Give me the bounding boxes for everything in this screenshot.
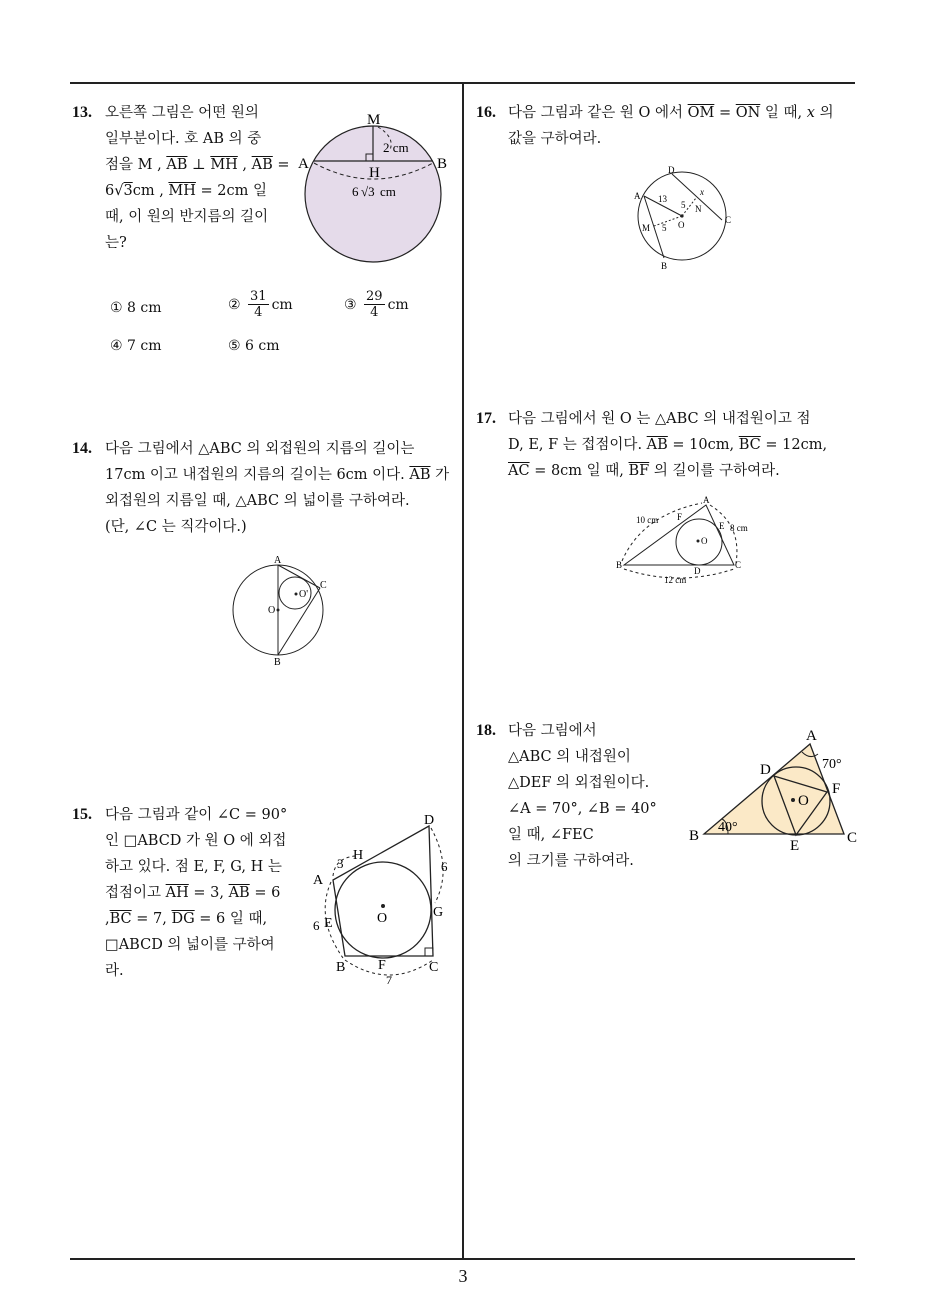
q13-line2: 일부분이다. 호 AB 의 중 xyxy=(105,131,262,147)
q15-label-c: C xyxy=(429,960,439,975)
q13-number: 13. xyxy=(72,104,92,121)
q13-choice-4[interactable]: ④ 7 cm xyxy=(110,338,162,354)
q16-label-c: C xyxy=(725,215,732,225)
q14-center-o xyxy=(277,609,280,612)
q18-label-70: 70° xyxy=(822,757,842,772)
q15-line6: □ABCD 의 넓이를 구하여 xyxy=(105,937,275,953)
q16-label-m: M xyxy=(642,223,651,233)
q18-number: 18. xyxy=(476,722,496,739)
q17-text xyxy=(508,406,858,484)
q15-label-a: A xyxy=(313,873,324,888)
q15-center xyxy=(381,904,385,908)
q17-center xyxy=(697,540,700,543)
q17-line3: $\overline{AC} = 8cm$ 일 때, $\overline{BF}$ 의 길이를 구하여라. xyxy=(508,463,780,479)
q15-quadrilateral xyxy=(333,826,433,956)
q15-right-angle xyxy=(425,948,433,956)
q15-label-e: E xyxy=(324,916,333,931)
q15-line1: 다음 그림과 같이 ∠C = 90° xyxy=(105,807,288,823)
q16-center xyxy=(680,214,683,217)
q15-label-f: F xyxy=(378,958,386,973)
q13-label-b: B xyxy=(437,156,448,172)
q15-line3: 하고 있다. 점 E, F, G, H 는 xyxy=(105,859,282,875)
q13-label-6: 6 xyxy=(352,184,359,199)
q13-line5: 때, 이 원의 반지름의 길이 xyxy=(105,209,269,225)
q17-label-d: D xyxy=(694,566,701,576)
q18-label-a: A xyxy=(806,728,817,744)
q13-label-sqrt3: √3 xyxy=(361,184,375,199)
q13-label-2cm: 2 cm xyxy=(383,140,409,155)
q14-line1: 다음 그림에서 △ABC 의 외접원의 지름의 길이는 xyxy=(105,441,415,457)
q13-label-cm: cm xyxy=(380,184,396,199)
bottom-rule xyxy=(70,1258,855,1260)
q18-label-e: E xyxy=(790,838,800,854)
q16-label-o: O xyxy=(678,220,685,230)
q14-label-a: A xyxy=(274,555,282,566)
q17-label-o: O xyxy=(701,536,708,546)
q18-label-o: O xyxy=(798,793,809,809)
q13-label-h: H xyxy=(369,165,380,181)
q13-text xyxy=(105,100,290,256)
q15-number: 15. xyxy=(72,806,92,823)
q15-incircle xyxy=(335,862,431,958)
q18-label-c: C xyxy=(847,830,858,846)
q14-line3: 외접원의 지름일 때, △ABC 의 넓이를 구하여라. xyxy=(105,493,410,509)
q14-label-o: O xyxy=(268,605,276,616)
q15-label-h: H xyxy=(353,848,364,863)
q16-label-a: A xyxy=(634,191,641,201)
q13-label-a: A xyxy=(298,156,309,172)
q18-label-d: D xyxy=(760,762,771,778)
q17-label-8: 8 cm xyxy=(730,523,748,533)
q14-label-b: B xyxy=(274,657,281,668)
q15-line2: 인 □ABCD 가 원 O 에 외접 xyxy=(105,833,287,849)
q14-number: 14. xyxy=(72,440,92,457)
q18-text xyxy=(508,718,683,874)
q15-line7: 라. xyxy=(105,963,124,979)
q15-line4: 접점이고 $\overline{AH} = 3$, $\overline{AB} = 6$ xyxy=(105,885,281,901)
q18-line1: 다음 그림에서 xyxy=(508,723,597,739)
q14-figure xyxy=(228,553,338,668)
q15-figure xyxy=(305,808,455,988)
q14-line4: (단, ∠C 는 직각이다.) xyxy=(105,519,247,535)
q17-label-e: E xyxy=(719,521,725,531)
q16-label-13: 13 xyxy=(658,194,667,204)
q16-number: 16. xyxy=(476,104,496,121)
q14-text xyxy=(105,436,455,540)
q17-label-12: 12 cm xyxy=(664,575,687,585)
q17-figure xyxy=(612,495,762,590)
q16-label-d: D xyxy=(668,165,675,175)
q16-label-b: B xyxy=(661,261,668,271)
q15-label-b: B xyxy=(336,960,346,975)
q14-side-ac xyxy=(278,565,320,588)
q17-dash-ac xyxy=(710,505,737,563)
q17-label-c: C xyxy=(735,560,742,570)
q17-line1: 다음 그림에서 원 O 는 △ABC 의 내접원이고 점 xyxy=(508,411,811,427)
q16-line1: 다음 그림과 같은 원 O 에서 $\overline{OM} = \overline{ON}$ 일 때, x 의 xyxy=(508,105,834,121)
column-divider xyxy=(462,82,464,1259)
q15-line5: $,\overline{BC} = 7$, $\overline{DG} = 6$ 일 때, xyxy=(105,911,268,927)
q14-label-o2: O' xyxy=(299,589,309,600)
q13-line3: 점을 M , $\overline{AB}$ ⊥ $\overline{MH}$ , $\overline{AB}$ = xyxy=(105,157,290,173)
q18-figure xyxy=(686,726,866,856)
q14-label-c: C xyxy=(320,580,327,591)
q16-line2: 값을 구하여라. xyxy=(508,131,602,147)
q18-label-40: 40° xyxy=(718,820,738,835)
q13-label-m: M xyxy=(367,112,381,128)
q15-label-g: G xyxy=(433,905,444,920)
q16-label-n: N xyxy=(695,204,702,214)
page-number: 3 xyxy=(458,1266,468,1286)
q15-label-3: 3 xyxy=(337,856,344,871)
q18-line5: 일 때, ∠FEC xyxy=(508,827,594,843)
q18-line4: ∠A = 70°, ∠B = 40° xyxy=(508,801,657,817)
q17-number: 17. xyxy=(476,410,496,427)
q13-choice-5[interactable]: ⑤ 6 cm xyxy=(228,338,280,354)
q13-figure xyxy=(290,105,460,270)
q14-center-o2 xyxy=(295,593,298,596)
q15-label-7: 7 xyxy=(386,973,392,987)
q17-label-b: B xyxy=(616,560,623,570)
q16-label-5: 5 xyxy=(681,200,686,210)
q18-label-f: F xyxy=(832,781,841,797)
q17-label-a: A xyxy=(703,495,710,505)
q13-choice-2[interactable]: ② $\frac{31}{4}$ cm xyxy=(228,289,293,320)
q17-dash-ab xyxy=(622,503,702,561)
q18-line3: △DEF 의 외접원이다. xyxy=(508,775,650,791)
q13-line6: 는? xyxy=(105,235,127,251)
q18-center xyxy=(791,798,795,802)
q13-choice-3[interactable]: ③ $\frac{29}{4}$ cm xyxy=(344,289,409,320)
q14-line2: 17cm 이고 내접원의 지름의 길이는 6cm 이다. $\overline{AB}$ 가 xyxy=(105,467,450,483)
q15-label-6b: 6 xyxy=(313,918,320,933)
q15-text xyxy=(105,802,295,984)
q16-figure xyxy=(628,163,743,278)
q15-label-d: D xyxy=(424,813,435,828)
q18-line6: 의 크기를 구하여라. xyxy=(508,853,634,869)
q13-choice-1[interactable]: ① 8 cm xyxy=(110,300,162,316)
q17-label-f: F xyxy=(677,512,683,522)
q17-line2: D, E, F 는 접점이다. $\overline{AB} = 10cm$, $\overline{BC} = 12cm$, xyxy=(508,437,828,453)
q16-label-x: x xyxy=(700,187,704,197)
q16-text xyxy=(508,100,858,152)
q16-label-5b: 5 xyxy=(662,223,667,233)
q13-line1: 오른쪽 그림은 어떤 원의 xyxy=(105,105,259,121)
q18-line2: △ABC 의 내접원이 xyxy=(508,749,631,765)
q18-label-b: B xyxy=(689,828,700,844)
q15-label-6a: 6 xyxy=(441,859,448,874)
q13-line4: 6√3cm , $\overline{MH} = 2cm$ 일 xyxy=(105,183,268,199)
q17-label-10: 10 cm xyxy=(636,515,659,525)
q15-label-o: O xyxy=(377,911,388,926)
